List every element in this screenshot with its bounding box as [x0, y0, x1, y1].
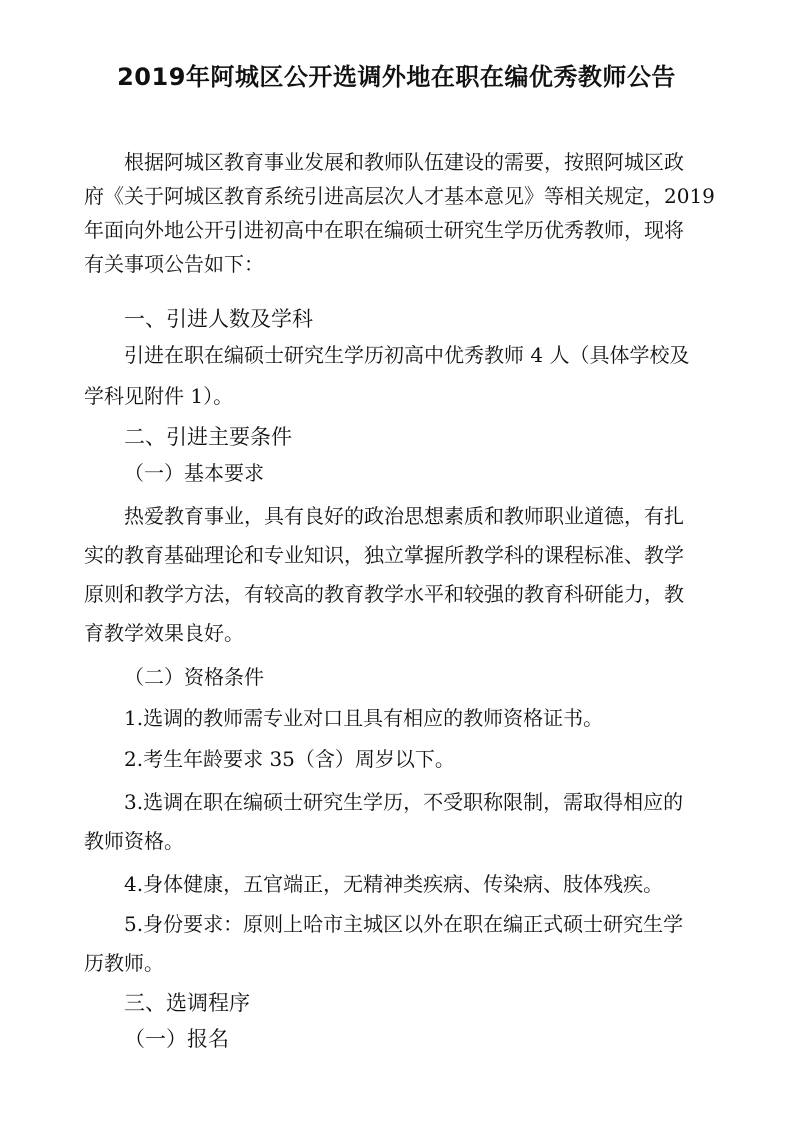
paragraph-line: 引进在职在编硕士研究生学历初高中优秀教师 4 人（具体学校及 [124, 343, 690, 367]
paragraph-line: 育教学效果良好。 [84, 621, 244, 645]
paragraph-line: 学科见附件 1）。 [84, 384, 234, 408]
paragraph-line: 年面向外地公开引进初高中在职在编硕士研究生学历优秀教师，现将 [84, 218, 684, 242]
list-item: 5.身份要求：原则上哈市主城区以外在职在编正式硕士研究生学 [124, 912, 684, 936]
paragraph-line: 原则和教学方法，有较高的教育教学水平和较强的教育科研能力，教 [84, 582, 684, 606]
section-heading: 一、引进人数及学科 [124, 307, 313, 331]
paragraph-line: 实的教育基础理论和专业知识，独立掌握所教学科的课程标准、教学 [84, 543, 684, 567]
paragraph-line: 热爱教育事业，具有良好的政治思想素质和教师职业道德，有扎 [124, 504, 684, 528]
list-item: 2.考生年龄要求 35（含）周岁以下。 [124, 747, 455, 771]
paragraph-line: 府《关于阿城区教育系统引进高层次人才基本意见》等相关规定，2019 [84, 184, 715, 208]
list-item: 3.选调在职在编硕士研究生学历，不受职称限制，需取得相应的 [124, 790, 684, 814]
list-item: 4.身体健康，五官端正，无精神类疾病、传染病、肢体残疾。 [124, 872, 664, 896]
subsection-heading: （二）资格条件 [124, 665, 264, 689]
list-item: 1.选调的教师需专业对口且具有相应的教师资格证书。 [124, 706, 604, 730]
section-heading: 三、选调程序 [124, 991, 250, 1015]
section-heading: 二、引进主要条件 [124, 425, 292, 449]
list-item: 教师资格。 [84, 829, 184, 853]
document-title: 2019年阿城区公开选调外地在职在编优秀教师公告 [117, 63, 676, 91]
paragraph-line: 根据阿城区教育事业发展和教师队伍建设的需要，按照阿城区政 [124, 150, 684, 174]
subsection-heading: （一）报名 [124, 1027, 229, 1051]
subsection-heading: （一）基本要求 [124, 461, 264, 485]
list-item: 历教师。 [84, 951, 164, 975]
paragraph-line: 有关事项公告如下： [84, 252, 264, 276]
